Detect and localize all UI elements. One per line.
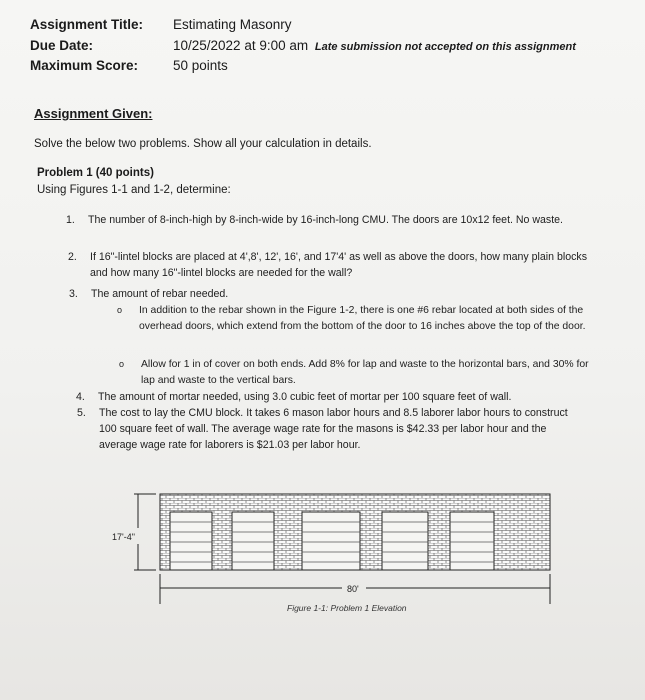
height-label: 17'-4" [112,532,135,542]
list-item-text: The amount of mortar needed, using 3.0 cubic feet of mortar per 100 square feet of wall. [98,391,512,403]
list-item-text: If 16"-lintel blocks are placed at 4',8', 12', 16', and 17'4' as well as above the doors, how many plain blocks and how many 16"-lintel blocks are needed for the wall? [90,251,588,279]
score-value: 50 points [173,58,228,73]
due-value: 10/25/2022 at 9:00 am [173,38,309,53]
sub-bullet: o [119,359,125,369]
length-label: 80' [347,584,359,594]
title-label: Assignment Title: [30,17,144,32]
height-dimension [134,494,156,570]
elevation-drawing [112,488,560,620]
list-item-text: The number of 8-inch-high by 8-inch-wide by 16-inch-long CMU. The doors are 10x12 feet. No waste. [88,214,563,226]
list-item [76,389,598,405]
title-value: Estimating Masonry [173,17,292,32]
list-item [66,212,598,228]
score-label: Maximum Score: [30,58,139,73]
sub-list-item [119,357,591,388]
list-item-number: 4. [76,391,85,403]
sub-list-text: Allow for 1 in of cover on both ends. Add 8% for lap and waste to the horizontal bars, and 30% for lap and waste to the vertical bars. [141,359,589,386]
figure-caption: Figure 1-1: Problem 1 Elevation [287,603,407,613]
list-item-number: 3. [69,288,78,300]
late-note: Late submission not accepted on this assignment [314,41,576,53]
elevation-figure [112,488,560,620]
list-item-text: The cost to lay the CMU block. It takes 6 mason labor hours and 8.5 laborer labor hours to construct 100 square feet of wall. The average wage rate for the masons is $42.33 per labor hour and the average wage rate for laborers is $21.03 per labor hour. [99,407,568,451]
list-item [69,286,591,302]
due-label: Due Date: [30,38,94,53]
sub-list-text: In addition to the rebar shown in the Figure 1-2, there is one #6 rebar located at both sides of the overhead doors, which extend from the bottom of the door to 16 inches above the top of the door. [139,305,586,332]
list-item-number: 1. [66,214,75,226]
list-item-number: 5. [77,407,86,419]
assignment-instruction: Solve the below two problems. Show all your calculation in details. [34,138,372,150]
list-item-text: The amount of rebar needed. [91,288,229,300]
sub-list-item [117,303,589,334]
problem1-title: Problem 1 (40 points) [37,167,154,179]
problem1-intro: Using Figures 1-1 and 1-2, determine: [37,184,231,196]
list-item [77,405,569,453]
assignment-heading: Assignment Given: [34,106,153,121]
list-item-number: 2. [68,251,77,263]
list-item [68,249,602,281]
sub-bullet: o [117,305,123,315]
